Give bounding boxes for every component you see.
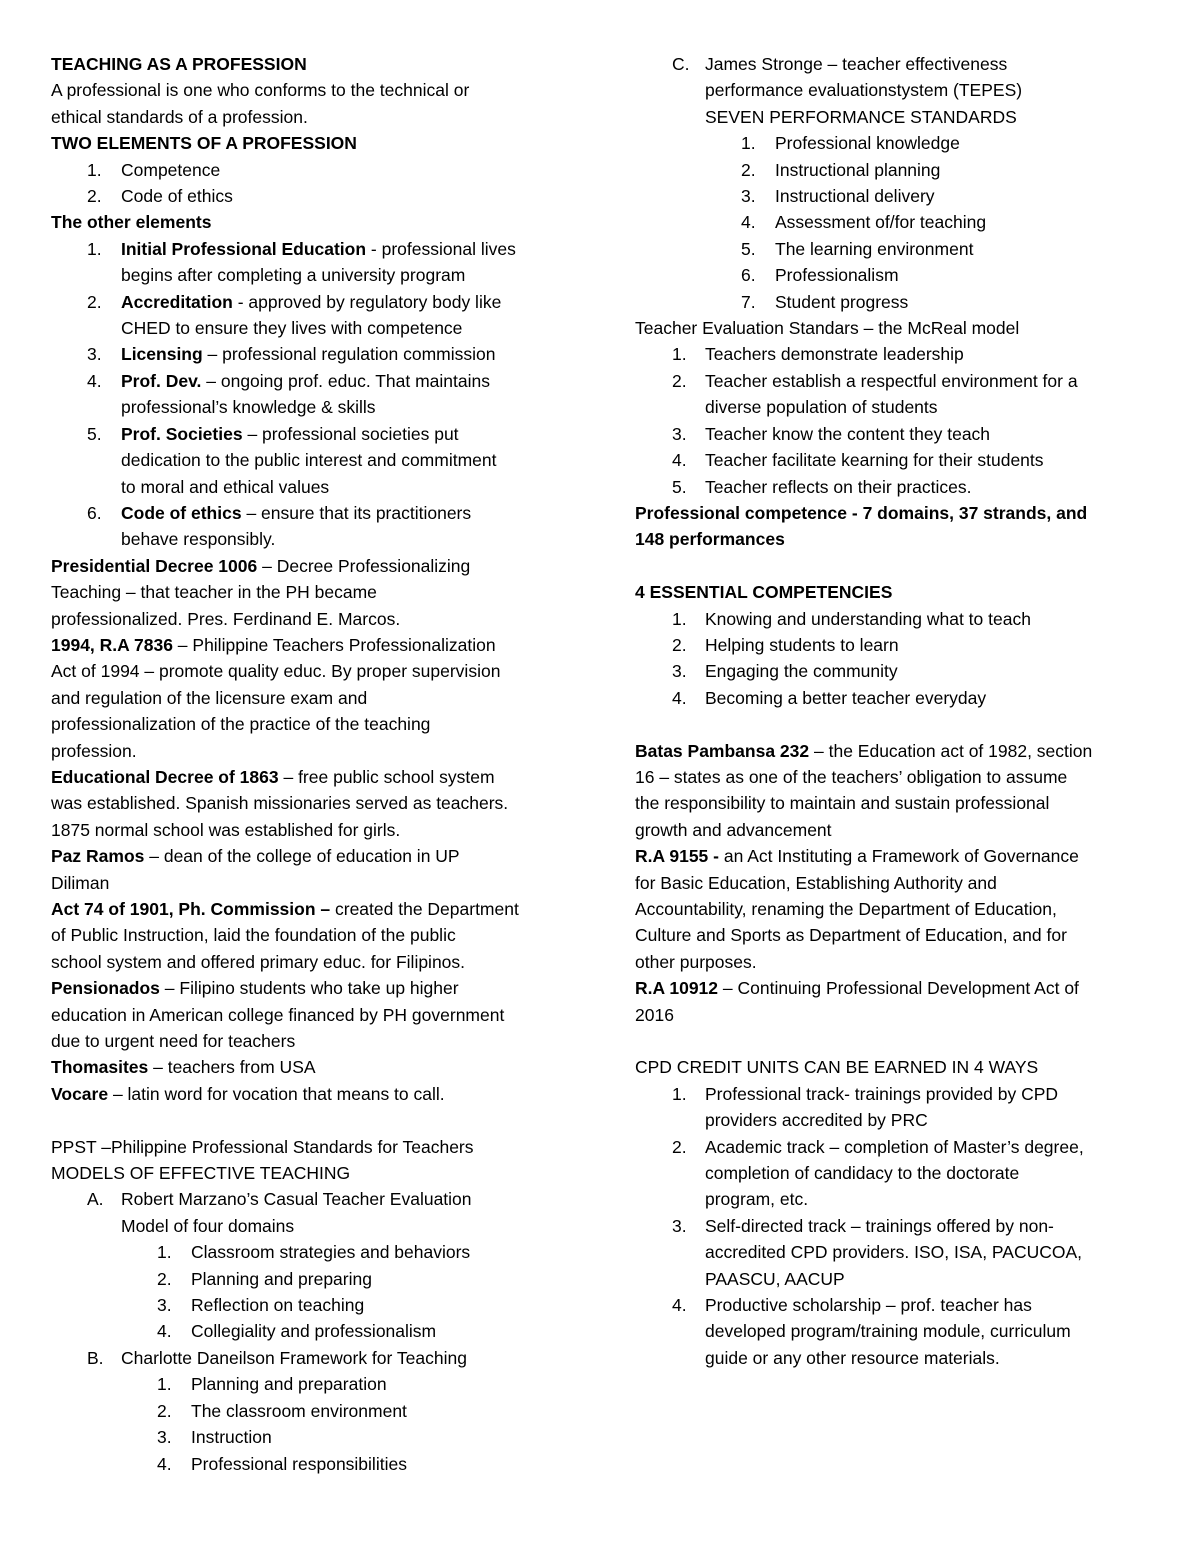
text-segment: Becoming a better teacher everyday [705,687,987,708]
term: Presidential Decree 1006 [51,555,258,576]
text-segment: – latin word for vocation that means to call. [108,1083,445,1104]
text-segment: 2. [672,634,687,655]
text-segment: Model of four domains [121,1215,295,1236]
list-item [51,1398,591,1424]
text-segment: Planning and preparing [191,1268,372,1289]
list-item [51,157,591,183]
text-segment: was established. Spanish missionaries served as teachers. [51,793,509,814]
text-segment: – professional societies put [242,423,459,444]
text-segment: 4. [672,1295,687,1316]
text-segment: 5. [741,238,756,259]
text-segment: The classroom environment [191,1400,407,1421]
text-segment: Teacher establish a respectful environment for a [705,370,1078,391]
text-segment: 2. [157,1400,172,1421]
text-segment: Knowing and understanding what to teach [705,608,1031,629]
term: Thomasites [51,1057,149,1078]
text-segment: 4. [672,687,687,708]
text-segment: 1. [87,159,102,180]
text-segment: Teacher reflects on their practices. [705,476,972,497]
text-segment: – teachers from USA [148,1057,316,1078]
text-segment: 16 – states as one of the teachers’ obligation to assume [635,766,1068,787]
list-item [635,447,1155,473]
text-segment: – Filipino students who take up higher [159,978,459,999]
list-item [51,368,591,421]
text-segment: due to urgent need for teachers [51,1031,296,1052]
paragraph-act74 [51,896,591,975]
text-segment: Teacher know the content they teach [705,423,991,444]
section-heading: 4 ESSENTIAL COMPETENCIES [635,582,893,603]
text-segment: created the Department [330,899,519,919]
competence-line: 148 performances [635,529,785,550]
text-segment: professionalized. Pres. Ferdinand E. Marcos. [51,608,401,629]
term: Vocare [51,1083,109,1104]
text-segment: dedication to the public interest and commitment [121,450,497,471]
text-segment: Student progress [775,291,909,312]
text-segment: 2. [741,159,756,180]
model-item [635,51,1155,130]
list-item [51,1266,591,1292]
text-segment: 4. [87,370,102,391]
text-segment: 5. [672,476,687,497]
text-segment: Culture and Sports as Department of Education, and for [635,925,1067,946]
list-item [635,209,1155,235]
list-item [635,421,1155,447]
term: Licensing [121,344,203,365]
text-segment: diverse population of students [705,397,938,418]
text-segment: the responsibility to maintain and sustain professional [635,793,1050,814]
list-item [51,289,591,342]
text-segment: Collegiality and professionalism [191,1321,437,1342]
list-item [635,262,1155,288]
text-segment: 4. [157,1453,172,1474]
text-segment: – Decree Professionalizing [257,555,471,576]
paragraph-pd1006 [51,553,591,632]
left-column [51,51,591,1477]
text-segment: 3. [741,186,756,207]
list-item [51,1318,591,1344]
text-segment: Charlotte Daneilson Framework for Teaching [121,1347,467,1368]
text-segment: Academic track – completion of Master’s degree, [705,1136,1084,1157]
text-segment: Diliman [51,872,110,893]
term: R.A 10912 [635,978,719,999]
text-segment: - professional lives [366,238,516,259]
text-segment: Accountability, renaming the Department of Education, [635,898,1057,919]
text-segment: 2. [672,370,687,391]
text-segment: an Act Instituting a Framework of Governance [718,846,1079,867]
text-segment: 2. [87,291,102,312]
text-segment: – professional regulation commission [202,344,496,365]
term: R.A 9155 - [635,846,719,867]
list-item [635,1081,1155,1134]
list-item [635,474,1155,500]
right-column [635,51,1155,1371]
list-item [635,157,1155,183]
text-segment: 1. [157,1242,172,1263]
list-item [635,1134,1155,1213]
term: Educational Decree of 1863 [51,766,279,787]
text-segment: 2016 [635,1004,674,1025]
text-segment: program, etc. [705,1189,809,1210]
section-heading: The other elements [51,212,212,233]
list-item [51,421,591,500]
text-segment: The learning environment [775,238,974,259]
text-segment: Code of ethics [121,186,233,207]
term: Code of ethics [121,502,242,523]
text-segment: Professional knowledge [775,133,960,154]
list-item [635,289,1155,315]
list-item [635,606,1155,632]
list-item [635,341,1155,367]
list-item [635,632,1155,658]
text-segment: 2. [87,186,102,207]
text-segment: – Philippine Teachers Professionalization [172,634,496,655]
text-segment: performance evaluationstystem (TEPES) [705,80,1023,101]
text-segment: 3. [87,344,102,365]
paragraph-ed1863 [51,764,591,843]
paragraph-thomasites [51,1054,591,1080]
term: 1994, R.A 7836 [51,634,173,655]
term: Paz Ramos [51,846,145,867]
section-heading: TWO ELEMENTS OF A PROFESSION [51,133,357,154]
text-segment: 1. [672,344,687,365]
text-segment: completion of candidacy to the doctorate [705,1163,1020,1184]
text-segment: 7. [741,291,756,312]
definition-line: ethical standards of a profession. [51,106,308,127]
section-heading: Teacher Evaluation Standars – the McReal model [635,318,1020,339]
text-segment: developed program/training module, curriculum [705,1321,1071,1342]
text-segment: Helping students to learn [705,634,899,655]
paragraph-ra7836 [51,632,591,764]
paragraph-pensionados [51,975,591,1054]
list-item [635,685,1155,711]
list-item [51,236,591,289]
term: Batas Pambansa 232 [635,740,810,761]
text-segment: SEVEN PERFORMANCE STANDARDS [705,106,1017,127]
list-item [51,1451,591,1477]
text-segment: 1. [741,133,756,154]
text-segment: Reflection on teaching [191,1295,365,1316]
text-segment: – free public school system [278,766,495,787]
text-segment: guide or any other resource materials. [705,1347,1000,1368]
text-segment: 3. [157,1427,172,1448]
text-segment: Teachers demonstrate leadership [705,344,964,365]
model-item [51,1186,591,1239]
term: Act 74 of 1901, Ph. Commission – [51,899,331,919]
ppst-line: PPST –Philippine Professional Standards for Teachers [51,1136,474,1157]
list-item [51,1292,591,1318]
text-segment: A. [87,1189,104,1210]
text-segment: and regulation of the licensure exam and [51,687,368,708]
text-segment: Act of 1994 – promote quality educ. By proper supervision [51,661,501,682]
text-segment: Instruction [191,1427,272,1448]
text-segment: Planning and preparation [191,1374,387,1395]
text-segment: Robert Marzano’s Casual Teacher Evaluation [121,1189,472,1210]
text-segment: Self-directed track – trainings offered by non- [705,1215,1054,1236]
list-item [635,1292,1155,1371]
text-segment: Teacher facilitate kearning for their students [705,450,1044,471]
text-segment: 1. [87,238,102,259]
text-segment: Instructional planning [775,159,941,180]
definition-line: A professional is one who conforms to the technical or [51,80,470,101]
text-segment: 3. [157,1295,172,1316]
list-item [51,183,591,209]
list-item [635,658,1155,684]
term: Pensionados [51,978,160,999]
list-item [635,236,1155,262]
text-segment: Professional track- trainings provided by CPD [705,1083,1059,1104]
list-item [51,1239,591,1265]
text-segment: education in American college financed by PH government [51,1004,505,1025]
text-segment: 3. [672,661,687,682]
text-segment: professional’s knowledge & skills [121,397,376,418]
text-segment: 1. [157,1374,172,1395]
text-segment: James Stronge – teacher effectiveness [705,54,1008,74]
text-segment: profession. [51,740,137,761]
text-segment: 3. [672,1215,687,1236]
text-segment: 2. [157,1268,172,1289]
text-segment: 2. [672,1136,687,1157]
list-item [51,500,591,553]
page-title: TEACHING AS A PROFESSION [51,54,307,74]
section-heading: CPD CREDIT UNITS CAN BE EARNED IN 4 WAYS [635,1057,1039,1078]
paragraph-paz-ramos [51,843,591,896]
text-segment: 1875 normal school was established for girls. [51,819,401,840]
text-segment: PAASCU, AACUP [705,1268,845,1289]
text-segment: 4. [157,1321,172,1342]
text-segment: for Basic Education, Establishing Authority and [635,872,997,893]
list-item [51,341,591,367]
term: Initial Professional Education [121,238,367,259]
text-segment: Teaching – that teacher in the PH became [51,582,377,603]
list-item [635,368,1155,421]
text-segment: Professionalism [775,265,899,286]
text-segment: providers accredited by PRC [705,1110,928,1131]
text-segment: 3. [672,423,687,444]
paragraph-vocare [51,1081,591,1107]
text-segment: professionalization of the practice of the teaching [51,714,431,735]
list-item [635,130,1155,156]
list-item [51,1424,591,1450]
paragraph-ra9155 [635,843,1155,975]
text-segment: – dean of the college of education in UP [144,846,460,867]
text-segment: 1. [672,608,687,629]
text-segment: 1. [672,1083,687,1104]
paragraph-ra10912 [635,975,1155,1028]
term: Prof. Dev. [121,370,202,391]
text-segment: Classroom strategies and behaviors [191,1242,471,1263]
list-item [635,1213,1155,1292]
text-segment: Engaging the community [705,661,898,682]
text-segment: Competence [121,159,221,180]
paragraph-bp232 [635,738,1155,844]
term: Prof. Societies [121,423,243,444]
text-segment: Assessment of/for teaching [775,212,987,233]
text-segment: growth and advancement [635,819,832,840]
text-segment: behave responsibly. [121,529,276,550]
term: Accreditation [121,291,233,312]
competence-line: Professional competence - 7 domains, 37 strands, and [635,502,1088,523]
text-segment: B. [87,1347,104,1368]
text-segment: C. [672,54,690,74]
text-segment: Instructional delivery [775,186,935,207]
text-segment: school system and offered primary educ. for Filipinos. [51,951,466,972]
text-segment: CHED to ensure they lives with competence [121,318,463,339]
text-segment: 6. [87,502,102,523]
text-segment: 6. [741,265,756,286]
model-item [51,1345,591,1371]
text-segment: 5. [87,423,102,444]
text-segment: of Public Instruction, laid the foundation of the public [51,925,456,946]
text-segment: other purposes. [635,951,757,972]
text-segment: – ensure that its practitioners [241,502,472,523]
text-segment: to moral and ethical values [121,476,330,497]
text-segment: accredited CPD providers. ISO, ISA, PACUCOA, [705,1242,1083,1263]
text-segment: 4. [672,450,687,471]
text-segment: – ongoing prof. educ. That maintains [201,370,491,391]
text-segment: Professional responsibilities [191,1453,407,1474]
text-segment: begins after completing a university program [121,265,466,286]
list-item [51,1371,591,1397]
list-item [635,183,1155,209]
text-segment: – Continuing Professional Development Act of [718,978,1079,999]
text-segment: - approved by regulatory body like [232,291,502,312]
text-segment: Productive scholarship – prof. teacher has [705,1295,1032,1316]
text-segment: – the Education act of 1982, section [809,740,1093,761]
section-heading: MODELS OF EFFECTIVE TEACHING [51,1163,351,1184]
text-segment: 4. [741,212,756,233]
